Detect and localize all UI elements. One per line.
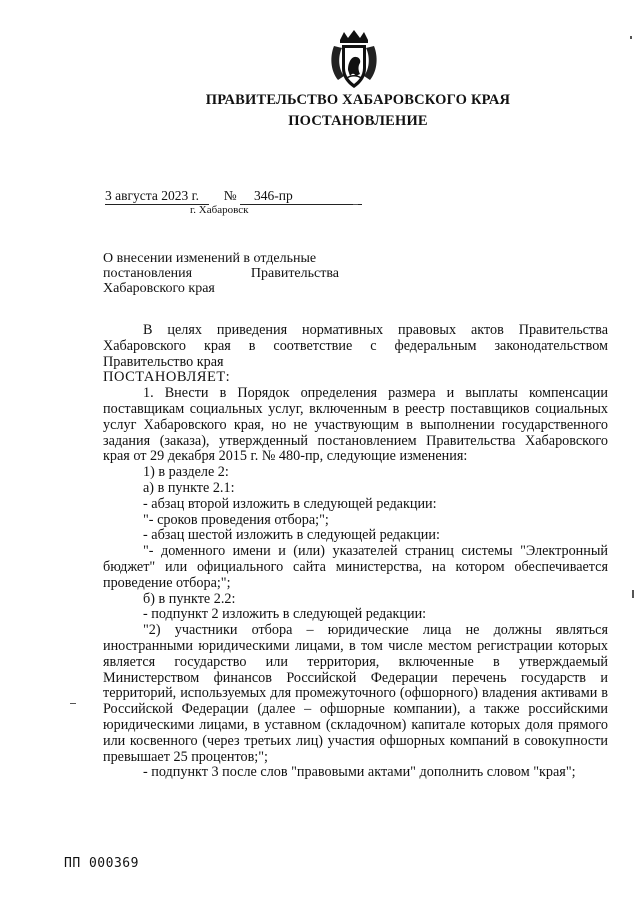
subject-line-2-left: постановления xyxy=(103,266,193,281)
paragraph-3: а) в пункте 2.1: xyxy=(143,479,235,496)
paragraph-5: "- сроков проведения отбора;"; xyxy=(143,511,329,528)
date-number-line xyxy=(105,188,362,205)
document-city: г. Хабаровск xyxy=(190,204,249,216)
document-type-title: ПОСТАНОВЛЕНИЕ xyxy=(288,113,428,129)
paragraph-8: б) в пункте 2.2: xyxy=(143,590,236,607)
footer-code: ПП 000369 xyxy=(64,856,139,871)
scan-speck xyxy=(353,204,358,205)
paragraph-2: 1) в разделе 2: xyxy=(143,464,229,481)
document-subject xyxy=(103,251,339,296)
document-number: 346-пр xyxy=(240,188,362,205)
paragraph-10: "2) участники отбора – юридические лица не должны являться иностранными юридическими лицами, в том числе местом регистрации которых является государство или территория, включенные в утверждаемый Министерством финансов Российской Федерации перечень государств и территорий, используемых для промежуточного (офшорного) владения активами в Российской Федерации (далее – офшорные компании), а также российскими юридическими лицами, в уставном (складочном) капитале которых доля прямого или косвенного (через третьих лиц) участия офшорных компаний в совокупности превышает 25 процентов;"; xyxy=(103,622,608,765)
scan-speck xyxy=(630,36,632,39)
subject-line-2 xyxy=(103,266,339,281)
scan-speck xyxy=(632,590,634,598)
document-date: 3 августа 2023 г. xyxy=(105,188,209,205)
coat-of-arms-icon xyxy=(328,30,380,92)
paragraph-9: - подпункт 2 изложить в следующей редакции: xyxy=(143,606,427,623)
number-sign: № xyxy=(223,188,237,203)
paragraph-7: "- доменного имени и (или) указателей страниц системы "Электронный бюджет" или официального сайта министерства, на котором обеспечивается проведение отбора;"; xyxy=(103,543,608,591)
subject-line-1: О внесении изменений в отдельные xyxy=(103,251,317,266)
paragraph-1: 1. Внести в Порядок определения размера и выплаты компенсации поставщикам социальных услуг, включенным в реестр поставщиков социальных услуг Хабаровского края, но не участвующим в выполнении государственного задания (заказа), утвержденный постановлением Правительства Хабаровского края от 29 декабря 2015 г. № 480-пр, следующие изменения: xyxy=(103,385,608,465)
subject-line-3: Хабаровского края xyxy=(103,281,215,296)
paragraph-4: - абзац второй изложить в следующей редакции: xyxy=(143,495,437,512)
subject-line-2-right: Правительства xyxy=(250,266,339,281)
document-body xyxy=(103,323,608,781)
paragraph-6: - абзац шестой изложить в следующей редакции: xyxy=(143,527,440,544)
scan-speck xyxy=(70,703,76,704)
paragraph-11: - подпункт 3 после слов "правовыми актами" дополнить словом "края"; xyxy=(143,764,576,781)
government-title: ПРАВИТЕЛЬСТВО ХАБАРОВСКОГО КРАЯ xyxy=(205,92,511,108)
preamble-paragraph: В целях приведения нормативных правовых актов Правительства Хабаровского края в соответствие с федеральным законодательством Правительство края xyxy=(103,322,608,370)
resolves-heading: ПОСТАНОВЛЯЕТ: xyxy=(103,369,231,386)
